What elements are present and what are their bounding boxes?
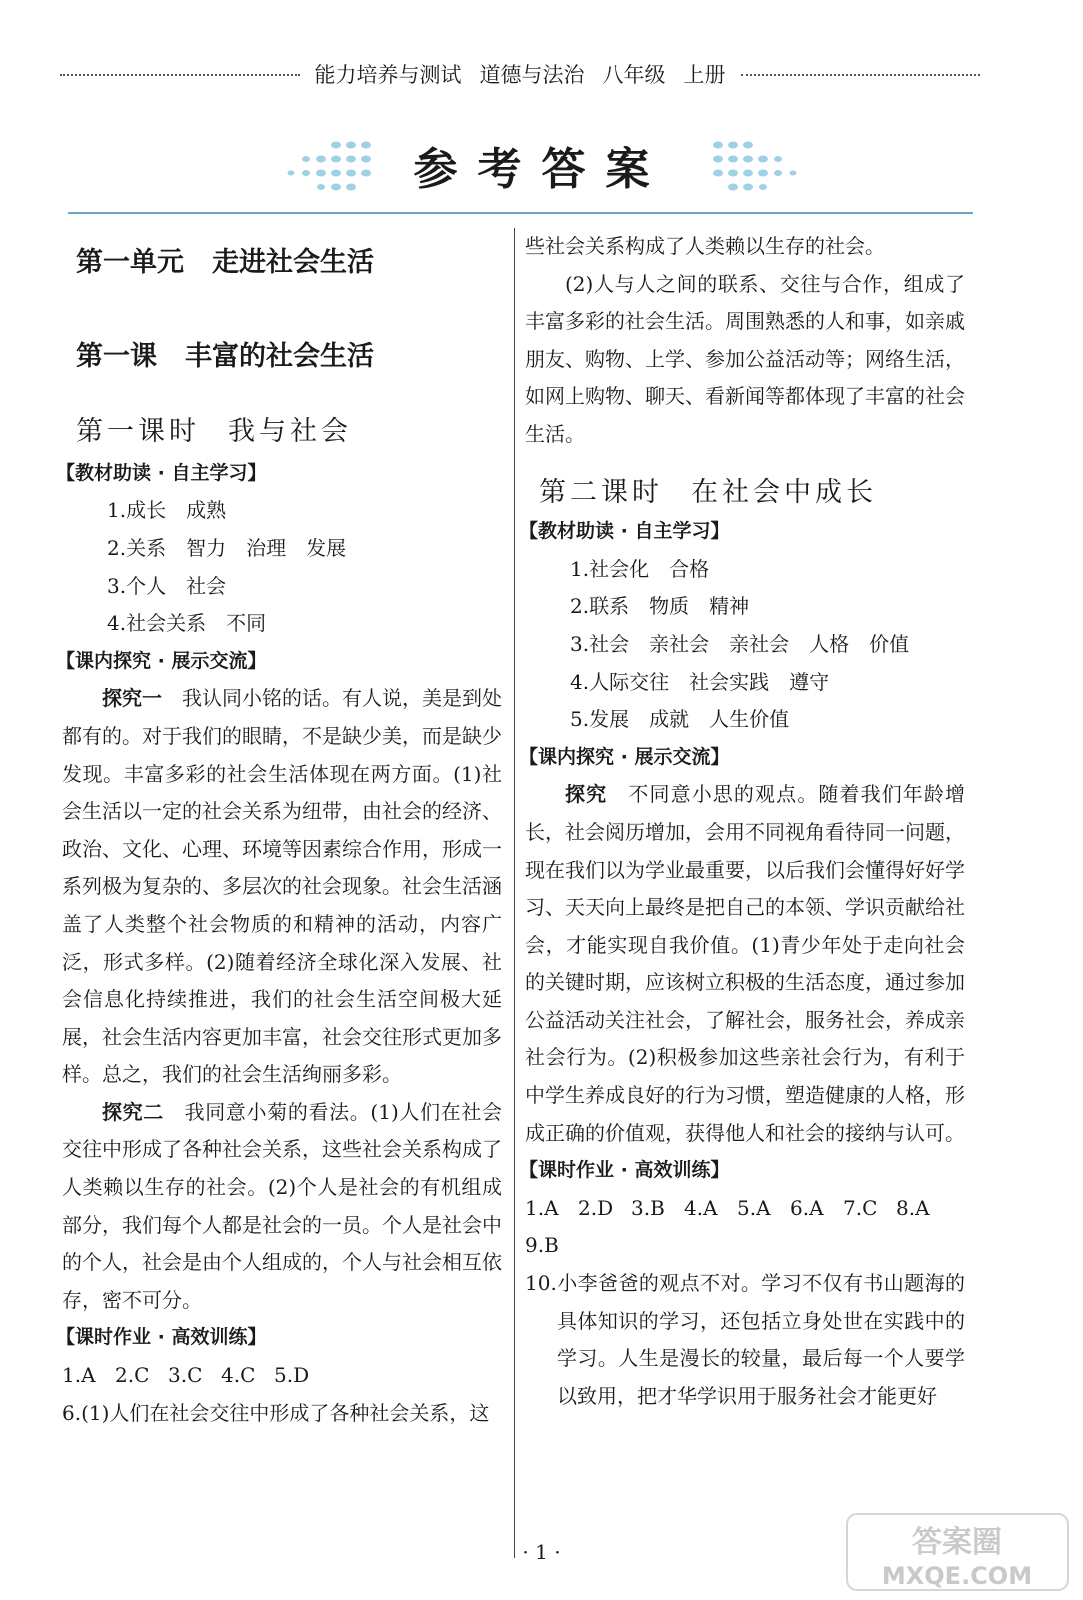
unit-number: 第一单元 xyxy=(76,247,184,278)
page-number: · 1 · xyxy=(522,1540,561,1564)
section-heading: 【课内探究 · 展示交流】 xyxy=(519,745,730,768)
header-grade: 八年级 xyxy=(602,63,666,87)
answer: 5.D xyxy=(274,1363,310,1388)
answer: 5.A xyxy=(737,1195,771,1220)
list-item: 5.发展 成就 人生价值 xyxy=(570,707,790,732)
period-heading xyxy=(62,413,502,451)
continued-paragraph: (2)人与人之间的联系、交往与合作，组成了丰富多彩的社会生活。周围熟悉的人和事，如亲戚朋友、购物、上学、参加公益活动等；网络生活，如网上购物、聊天、看新闻等都体现了丰富的社会生活。 xyxy=(525,271,965,446)
answer: 1.A xyxy=(525,1195,559,1220)
left-column xyxy=(56,228,503,1432)
question-ten: 10.小李爸爸的观点不对。学习不仅有书山题海的具体知识的学习，还包括立身处世在实践中的学习。人生是漫长的较量，最后每一个人要学以致用，把才华学识用于服务社会才能更好 xyxy=(525,1271,965,1408)
section-heading: 【教材助读 · 自主学习】 xyxy=(519,520,730,543)
answer: 2.D xyxy=(578,1195,614,1220)
watermark-text: 答案圈 MXQE.COM xyxy=(881,1525,1033,1590)
column-divider xyxy=(514,228,515,1558)
dots-decoration-right-icon xyxy=(698,135,803,195)
lesson-title: 丰富的社会生活 xyxy=(185,340,374,372)
header-subject: 道德与法治 xyxy=(479,63,585,87)
period-number: 第二课时 xyxy=(539,476,663,508)
answer: 8.A xyxy=(896,1195,930,1220)
answer: 3.C xyxy=(168,1363,203,1388)
inquiry-two xyxy=(62,1094,502,1320)
inquiry-text: 我同意小菊的看法。(1)人们在社会交往中形成了各种社会关系，这些社会关系构成了人类赖以生存的社会。(2)个人是社会的有机组成部分，我们每个人都是社会的一员。个人是社会中的个人，社会是由个人组成的，个人与社会相互依存，密不可分。 xyxy=(62,1099,503,1312)
header-dots-left xyxy=(60,74,300,76)
period-title: 在社会中成长 xyxy=(691,476,877,508)
unit-heading xyxy=(62,244,502,282)
answer: 2.C xyxy=(115,1363,150,1388)
answer: 3.B xyxy=(631,1195,665,1220)
list-item: 2.联系 物质 精神 xyxy=(570,594,750,619)
list-item: 3.社会 亲社会 亲社会 人格 价值 xyxy=(570,631,910,656)
answer: 7.C xyxy=(843,1195,878,1220)
section-heading: 【教材助读 · 自主学习】 xyxy=(56,461,267,484)
answer: 4.C xyxy=(221,1363,256,1388)
inquiry-label: 探究二 xyxy=(102,1099,164,1124)
section-heading: 【课时作业 · 高效训练】 xyxy=(56,1326,267,1349)
continued-text: 些社会关系构成了人类赖以生存的社会。 xyxy=(525,234,885,258)
page-title: 参考答案 xyxy=(413,144,670,195)
header-dots-right xyxy=(741,74,981,76)
dots-decoration-left-icon xyxy=(281,135,386,195)
section-heading: 【课内探究 · 展示交流】 xyxy=(56,649,267,672)
inquiry-label: 探究 xyxy=(565,782,608,807)
answer-row xyxy=(525,1190,965,1228)
title-rule xyxy=(68,212,973,214)
section-heading: 【课时作业 · 高效训练】 xyxy=(519,1159,730,1182)
watermark-logo-icon xyxy=(845,1512,1070,1592)
list-item: 1.社会化 合格 xyxy=(570,556,710,581)
answer: 6.A xyxy=(790,1195,824,1220)
unit-title: 走进社会生活 xyxy=(212,247,374,278)
list-item: 4.社会关系 不同 xyxy=(107,611,267,636)
header-text xyxy=(300,59,741,89)
inquiry-text: 我认同小铭的话。有人说，美是到处都有的。对于我们的眼睛，不是缺少美，而是缺少发现。丰富多彩的社会生活体现在两方面。(1)社会生活以一定的社会关系为纽带，由社会的经济、政治、文化、心理、环境等因素综合作用，形成一系列极为复杂的、多层次的社会现象。社会生活涵盖了人类整个社会物质的和精神的活动，内容广泛，形式多样。(2)随着经济全球化深入发展、社会信息化持续推进，我们的社会生活空间极大延展，社会生活内容更加丰富，社会交往形式更加多样。总之，我们的社会生活绚丽多彩。 xyxy=(62,686,502,1087)
header-volume: 上册 xyxy=(683,63,726,87)
inquiry-text: 不同意小思的观点。随着我们年龄增长，社会阅历增加，会用不同视角看待同一问题，现在我们以为学业最重要，以后我们会懂得好好学习、天天向上最终是把自己的本领、学识贡献给社会，才能实现自我价值。(1)青少年处于走向社会的关键时期，应该树立积极的生活态度，通过参加公益活动关注社会，了解社会，服务社会，养成亲社会行为。(2)积极参加这些亲社会行为，有利于中学生养成良好的行为习惯，塑造健康的人格，形成正确的价值观，获得他人和社会的接纳与认可。 xyxy=(525,782,966,1145)
lesson-heading xyxy=(62,338,502,376)
inquiry xyxy=(525,776,965,1152)
period-number: 第一课时 xyxy=(76,416,200,448)
answer-row xyxy=(62,1357,502,1395)
right-column xyxy=(519,228,966,1415)
inquiry-one xyxy=(62,680,502,1094)
header-book: 能力培养与测试 xyxy=(314,63,462,87)
answer-row-2: 9.B xyxy=(525,1233,559,1258)
list-item: 2.关系 智力 治理 发展 xyxy=(107,535,347,560)
list-item: 3.个人 社会 xyxy=(107,573,227,598)
answer: 1.A xyxy=(62,1363,96,1388)
running-header xyxy=(60,58,980,90)
list-item: 4.人际交往 社会实践 遵守 xyxy=(570,669,830,694)
lesson-number: 第一课 xyxy=(76,340,157,372)
inquiry-label: 探究一 xyxy=(102,686,162,711)
period-title: 我与社会 xyxy=(228,416,352,448)
period-heading xyxy=(525,474,965,512)
title-banner xyxy=(0,125,1083,205)
answer: 4.A xyxy=(684,1195,718,1220)
list-item: 1.成长 成熟 xyxy=(107,498,227,523)
question-six: 6.(1)人们在社会交往中形成了各种社会关系，这 xyxy=(62,1400,490,1425)
